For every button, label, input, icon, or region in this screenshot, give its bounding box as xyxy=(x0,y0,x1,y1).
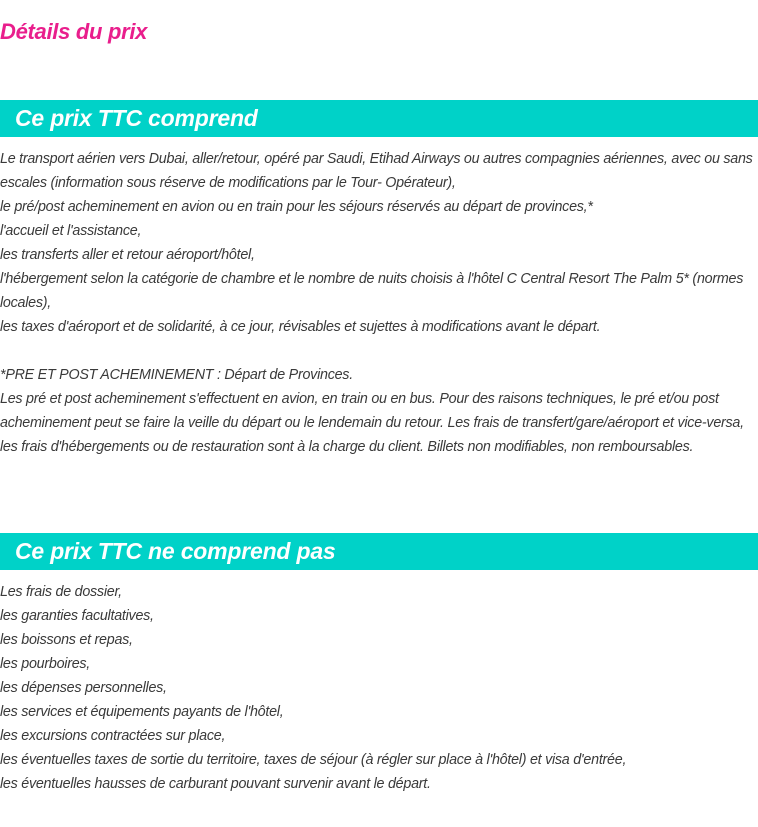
included-item: l'accueil et l'assistance, xyxy=(0,223,142,239)
excluded-item: les dépenses personnelles, xyxy=(0,680,167,696)
acheminement-note-text: Les pré et post acheminement s'effectuent en avion, en train ou en bus. Pour des raisons techniques, le pré et/ou post acheminement peut se faire la veille du départ ou le lendemain du retour. Les frais de transfert/gare/aéroport et vice-versa, les frais d'hébergements ou de restauration sont à la charge du client. Billets non modifiables, non remboursables. xyxy=(0,391,744,455)
excluded-item: les éventuelles taxes de sortie du territoire, taxes de séjour (à régler sur place à l'hôtel) et visa d'entrée, xyxy=(0,752,627,768)
excluded-section-body xyxy=(0,580,758,796)
excluded-item: les services et équipements payants de l'hôtel, xyxy=(0,704,284,720)
included-item: Le transport aérien vers Dubai, aller/retour, opéré par Saudi, Etihad Airways ou autres compagnies aériennes, avec ou sans escales (information sous réserve de modifications par le Tour- Opérateur), xyxy=(0,151,753,191)
included-section-header: Ce prix TTC comprend xyxy=(0,100,758,137)
excluded-item: les éventuelles hausses de carburant pouvant survenir avant le départ. xyxy=(0,776,431,792)
excluded-item: les pourboires, xyxy=(0,656,91,672)
spacer xyxy=(0,339,758,363)
page-title: Détails du prix xyxy=(0,19,148,44)
included-section-body xyxy=(0,147,758,459)
excluded-item: les garanties facultatives, xyxy=(0,608,154,624)
excluded-item: les boissons et repas, xyxy=(0,632,133,648)
included-item: l'hébergement selon la catégorie de chambre et le nombre de nuits choisis à l'hôtel C Central Resort The Palm 5* (normes locales), xyxy=(0,271,744,311)
excluded-item: Les frais de dossier, xyxy=(0,584,122,600)
included-item: les transferts aller et retour aéroport/hôtel, xyxy=(0,247,255,263)
excluded-item: les excursions contractées sur place, xyxy=(0,728,226,744)
excluded-section-header: Ce prix TTC ne comprend pas xyxy=(0,533,758,570)
acheminement-note-title: *PRE ET POST ACHEMINEMENT : Départ de Provinces. xyxy=(0,367,353,383)
included-item: le pré/post acheminement en avion ou en train pour les séjours réservés au départ de provinces,* xyxy=(0,199,593,215)
included-item: les taxes d'aéroport et de solidarité, à ce jour, révisables et sujettes à modifications avant le départ. xyxy=(0,319,601,335)
